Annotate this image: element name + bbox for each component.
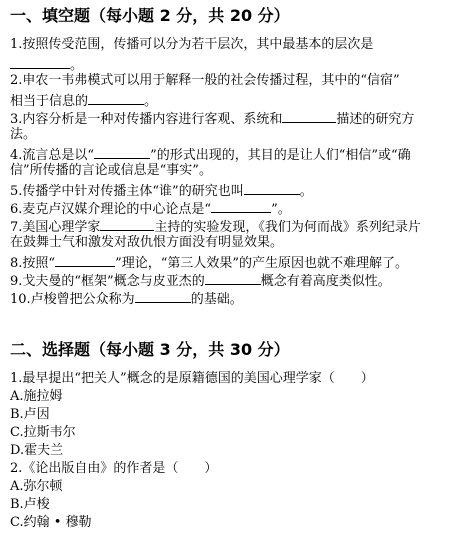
question-4-text: 4.流言总是以“ — [10, 148, 95, 163]
question-2-text-2: 相当于信息的 — [10, 94, 89, 109]
question-7-end: 在鼓舞士气和激发对敌仇恨方面没有明显效果。 — [10, 235, 284, 250]
choice-question-2: 2.《论出版自由》的作者是（ ） — [10, 461, 218, 476]
question-1-end: 。 — [70, 58, 84, 73]
section2-title: 二、选择题（每小题 3 分，共 30 分） — [10, 340, 290, 359]
answer-blank — [55, 252, 115, 267]
answer-blank — [10, 54, 70, 69]
question-5-end: 。 — [299, 184, 313, 199]
choice-2-option-c: C.约翰 • 穆勒 — [10, 515, 92, 530]
question-10-end: 的基础。 — [190, 292, 243, 307]
answer-blank — [100, 216, 154, 231]
question-3-line-2 — [10, 126, 36, 144]
choice-2-option-b: B.卢梭 — [10, 497, 50, 512]
answer-blank — [211, 198, 271, 213]
section1-title: 一、填空题（每小题 2 分，共 20 分） — [10, 6, 290, 25]
choice-1-option-b: B.卢因 — [10, 407, 50, 422]
question-9-end: 概念有着高度类似性。 — [260, 274, 391, 289]
question-3-end: 法。 — [10, 127, 37, 142]
choice-1-option-d: D.霍夫兰 — [10, 443, 64, 458]
choice-question-1: 1.最早提出“把关人”概念的是原籍德国的美国心理学家（ ） — [10, 371, 374, 386]
answer-blank — [282, 108, 336, 123]
question-3-text-2: 描述的研究方 — [336, 112, 415, 127]
question-2-end: 。 — [144, 94, 158, 109]
question-6-text: 6.麦克卢汉媒介理论的中心论点是“ — [10, 202, 212, 217]
choice-1-option-c: C.拉斯韦尔 — [10, 425, 76, 440]
question-1-text: 1.按照传受范围，传播可以分为若干层次，其中最基本的层次是 — [10, 37, 374, 52]
question-10-line — [10, 288, 243, 309]
question-10-text: 10.卢梭曾把公众称为 — [10, 292, 135, 307]
question-3-text: 3.内容分析是一种对传播内容进行客观、系统和 — [10, 112, 283, 127]
question-1-line-1 — [10, 36, 373, 54]
question-5-text: 5.传播学中针对传播主体“谁”的研究也叫 — [10, 184, 244, 199]
question-7-text-2: 主持的实验发现，《我们为何而战》系列纪录片 — [154, 220, 421, 235]
question-8-text: 8.按照“ — [10, 256, 56, 271]
answer-blank — [244, 180, 300, 195]
question-2-line-1 — [10, 72, 400, 90]
question-4-end: 信”所传播的言论或信息是“事实”。 — [10, 163, 212, 178]
choice-2-option-a: A.弥尔顿 — [10, 479, 63, 494]
answer-blank — [88, 90, 144, 105]
question-7-line-2 — [10, 234, 283, 252]
question-6-end: ”。 — [271, 202, 291, 217]
answer-blank — [135, 288, 191, 303]
answer-blank — [94, 144, 150, 159]
question-7-text: 7.美国心理学家 — [10, 220, 101, 235]
question-8-end: ”理论，“第三人效果”的产生原因也就不难理解了。 — [115, 256, 409, 271]
question-4-line-2 — [10, 162, 212, 180]
answer-blank — [205, 270, 261, 285]
question-9-text: 9.戈夫曼的“框架”概念与皮亚杰的 — [10, 274, 205, 289]
question-4-text-2: ”的形式出现的，其目的是让人们“相信”或“确 — [150, 148, 411, 163]
question-3-line-1 — [10, 108, 414, 129]
question-2-text: 2.申农一韦弗模式可以用于解释一般的社会传播过程，其中的“信宿” — [10, 73, 400, 88]
choice-1-option-a: A.施拉姆 — [10, 389, 63, 404]
